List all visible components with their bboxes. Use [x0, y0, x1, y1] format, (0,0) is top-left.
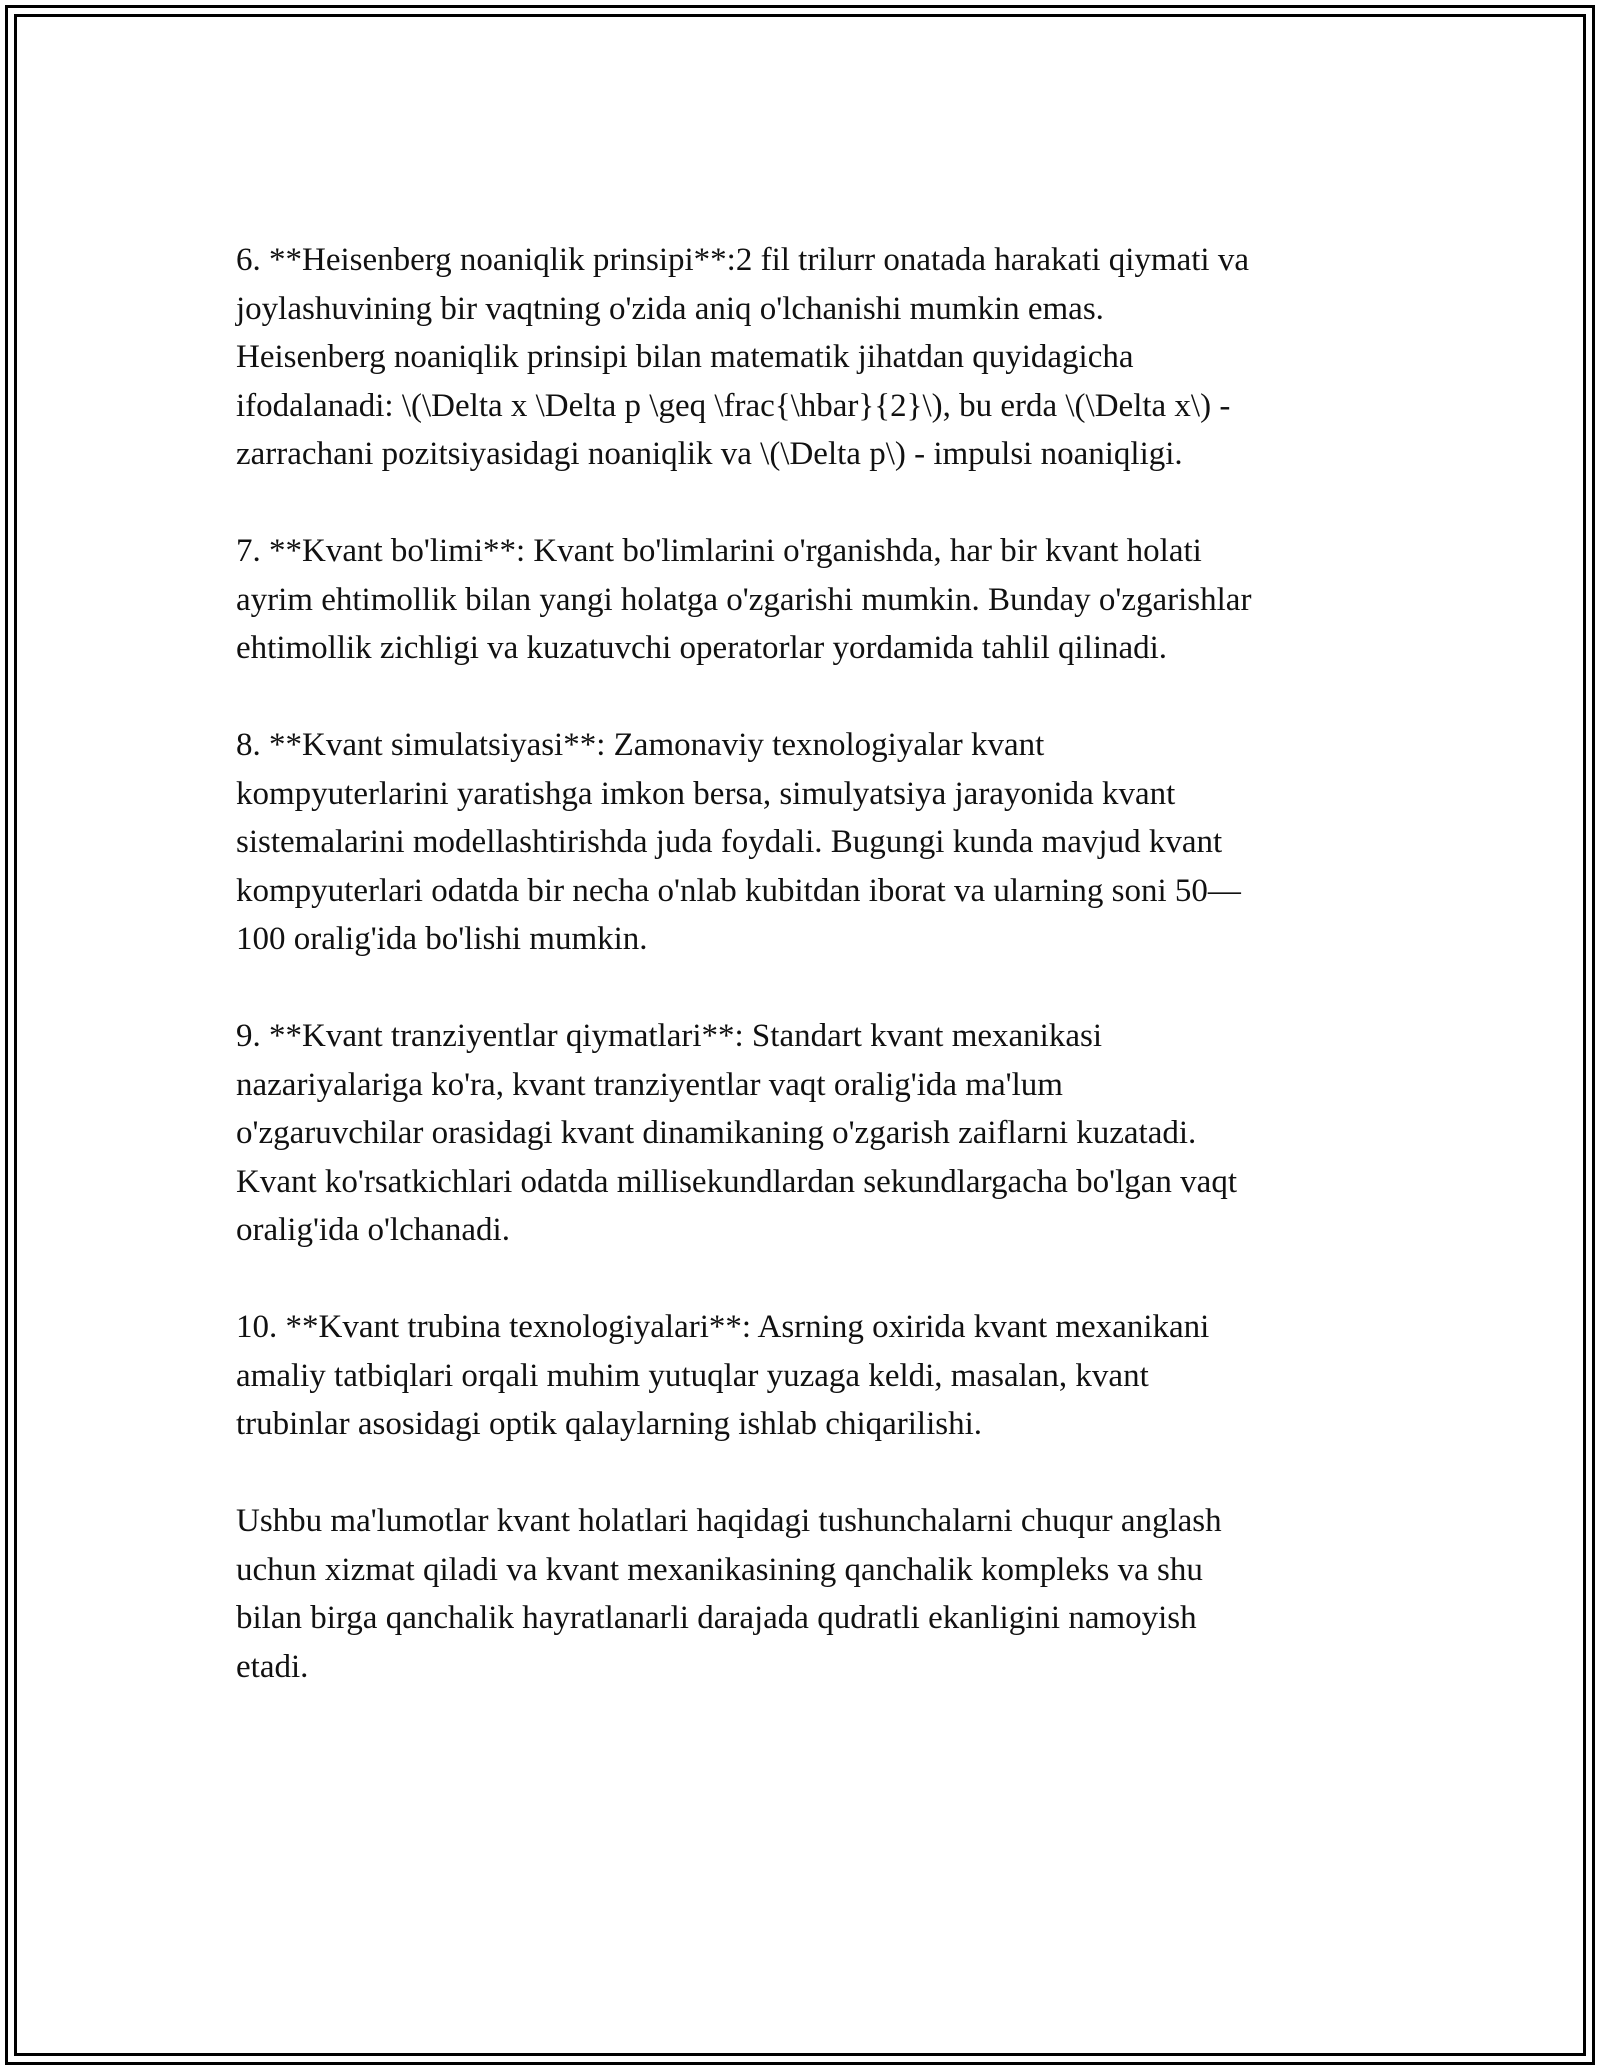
paragraph-quantum-turbine: 10. **Kvant trubina texnologiyalari**: Asrning oxirida kvant mexanikani amaliy tatbiqlari orqali muhim yutuqlar yuzaga keldi, masalan, kvant trubinlar asosidagi optik qalaylarning ishlab chiqarilishi.	[236, 1309, 1210, 1442]
paragraph-conclusion: Ushbu ma'lumotlar kvant holatlari haqidagi tushunchalarni chuqur anglash uchun xizmat qiladi va kvant mexanikasining qanchalik kompleks va shu bilan birga qanchalik hayratlanarli darajada qudratli ekanligini namoyish etadi.	[236, 1503, 1222, 1685]
paragraph-quantum-transients: 9. **Kvant tranziyentlar qiymatlari**: Standart kvant mexanikasi nazariyalariga ko'ra, kvant tranziyentlar vaqt oralig'ida ma'lum o'zgaruvchilar orasidagi kvant dinamikaning o'zgarish zaiflarni kuzatadi. Kvant ko'rsatkichlari odatda millisekundlardan sekundlargacha bo'lgan vaqt oralig'ida o'lchanadi.	[236, 1018, 1237, 1248]
paragraph-heisenberg-principle: 6. **Heisenberg noaniqlik prinsipi**:2 fil trilurr onatada harakati qiymati va joylashuvining bir vaqtning o'zida aniq o'lchanishi mumkin emas. Heisenberg noaniqlik prinsipi bilan matematik jihatdan quyidagicha ifodalanadi: \(\Delta x \Delta p \geq \frac{\hbar}{2}\), bu erda \(\Delta x\) - zarrachani pozitsiyasidagi noaniqlik va \(\Delta p\) - impulsi noaniqligi.	[236, 242, 1249, 472]
paragraph-quantum-sections: 7. **Kvant bo'limi**: Kvant bo'limlarini o'rganishda, har bir kvant holati ayrim ehtimollik bilan yangi holatga o'zgarishi mumkin. Bunday o'zgarishlar ehtimollik zichligi va kuzatuvchi operatorlar yordamida tahlil qilinadi.	[236, 533, 1252, 666]
document-body	[236, 236, 1366, 1691]
paragraph-quantum-simulation: 8. **Kvant simulatsiyasi**: Zamonaviy texnologiyalar kvant kompyuterlarini yaratishga imkon bersa, simulyatsiya jarayonida kvant sistemalarini modellashtirishda juda foydali. Bugungi kunda mavjud kvant kompyuterlari odatda bir necha o'nlab kubitdan iborat va ularning soni 50— 100 oralig'ida bo'lishi mumkin.	[236, 727, 1241, 957]
